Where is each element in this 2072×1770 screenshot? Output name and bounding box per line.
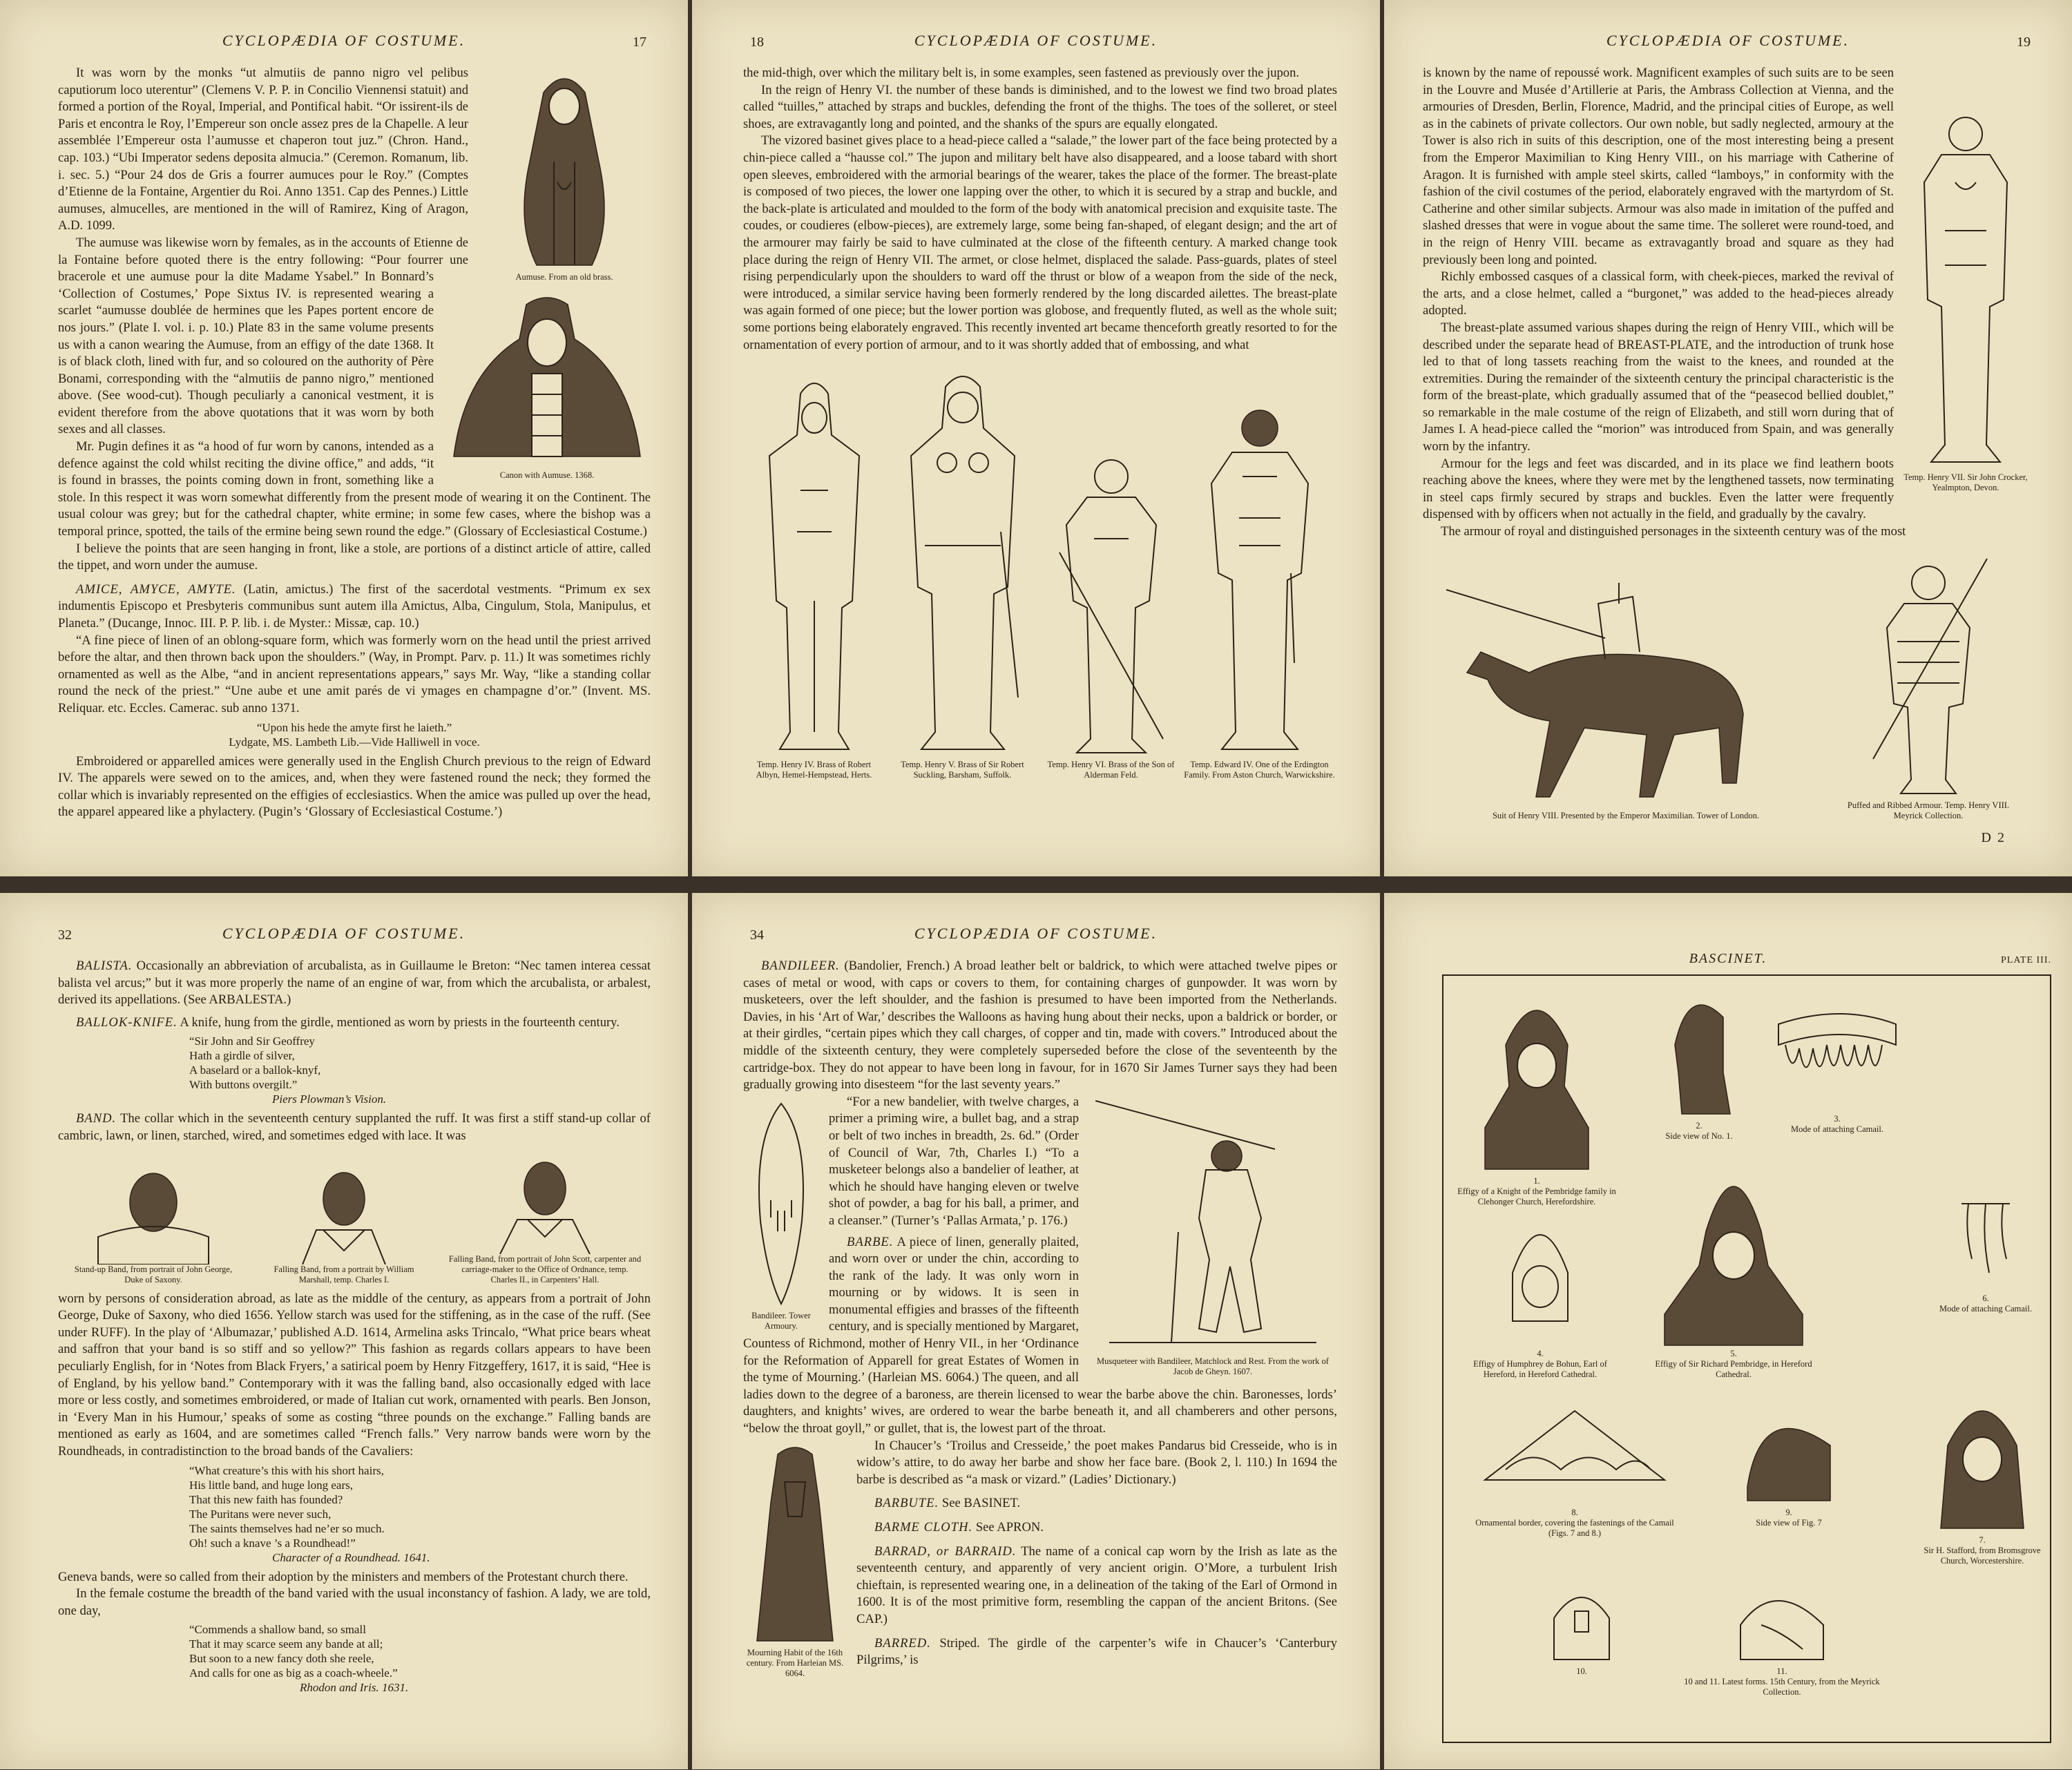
page-number: 19 xyxy=(2017,35,2031,50)
figure-caption: Mourning Habit of the 16th century. From Harleian MS. 6064. xyxy=(746,1647,844,1678)
plate-figure-2 xyxy=(1651,990,1747,1142)
entry-heading: BALLOK-KNIFE. xyxy=(76,1014,178,1030)
verse-line: With buttons overgilt.” xyxy=(189,1078,298,1092)
running-head: CYCLOPÆDIA OF COSTUME. xyxy=(914,32,1158,49)
verse-line: “Commends a shallow band, so small xyxy=(189,1623,366,1637)
figure-number: 10. xyxy=(1576,1666,1587,1676)
aumuse-brass-illustration xyxy=(516,65,613,272)
running-head: CYCLOPÆDIA OF COSTUME. xyxy=(914,925,1158,942)
signature-mark: D 2 xyxy=(1981,830,2006,845)
verse-source: Character of a Roundhead. 1641. xyxy=(272,1550,430,1564)
figure-horse-armour xyxy=(1432,576,1819,821)
verse-block xyxy=(58,1622,651,1695)
figure-caption: Temp. Henry IV. Brass of Robert Albyn, Hemel-Hempstead, Herts. xyxy=(756,760,872,780)
page-17 xyxy=(0,0,688,876)
entry-heading: BARRAD, or BARRAID. xyxy=(874,1543,1017,1559)
verse-line: But soon to a new fancy doth she reele, xyxy=(189,1652,374,1666)
figure-caption: Ornamental border, covering the fastenings of the Camail (Figs. 7 and 8.) xyxy=(1475,1518,1674,1538)
plate-figure-9 xyxy=(1713,1404,1865,1528)
verse-line: A baselard or a ballok-knyf, xyxy=(189,1064,321,1077)
puffed-armour-illustration xyxy=(1866,552,1991,800)
knight-effigy-illustration xyxy=(1201,401,1318,760)
verse-line: The saints themselves had ne’er so much. xyxy=(189,1521,385,1535)
figure-number: 5. xyxy=(1730,1349,1737,1358)
figure-henry-vi xyxy=(1042,449,1180,780)
entry-heading: AMICE, AMYCE, AMYTE. xyxy=(76,581,236,597)
paragraph: The breast-plate assumed various shapes during the reign of Henry VIII., which will be described under the separate head of BREAST-PLATE, and the introduction of trunk hose led to that of long tassets reaching from the waist to the knees, and rounded at the extremities. During the remainder of the sixteenth century the principal characteristic is the form of the breast-plate, which gradually assumed that of the “peasecod bellied doublet,” so remarkable in the male costume of the reign of Elizabeth, and still worn during that of James I. A head-piece called the “morion” was introduced from Spain, and was generally worn by the infantry. xyxy=(1423,320,1894,454)
entry-heading: BAND. xyxy=(76,1111,117,1126)
page-34 xyxy=(692,893,1380,1769)
bascinet-side-illustration xyxy=(1734,1404,1844,1508)
entry-text: See BASINET. xyxy=(941,1496,1021,1511)
figure-caption: Bandileer. Tower Armoury. xyxy=(751,1310,811,1331)
portrait-illustration xyxy=(91,1161,215,1264)
entry-band xyxy=(58,1110,651,1144)
paragraph: is known by the name of repoussé work. Magnificent examples of such suits are to be seen in the Louvre and Musée d’Artillerie at Paris, the Ambrass Collection at Vienna, and the armouries of Dresden, Berlin, Florence, Madrid, and the principal cities of Europe, as well as in the cabinets of private collectors. Our own noble, but sadly neglected, armoury at the Tower is also rich in suits of this description, one of the most interesting being a present from the Emperor Maximilian to King Henry VIII., on his marriage with Catherine of Aragon. It is furnished with ample steel skirts, called “lamboys,” in conformity with the fashion of the civil costumes of the period, elaborately engraved with the martyrdom of St. Catherine and other similar subjects. Armour was also made in imitation of the puffed and slashed dresses that were in vogue about the same time. The solleret were round-toed, and in the reign of Henry VIII. became as extravagantly broad and square as they had previously been long and pointed. xyxy=(1423,66,1894,267)
figure-caption: Puffed and Ribbed Armour. Temp. Henry VIII. Meyrick Collection. xyxy=(1847,800,2010,820)
figure-row-brasses xyxy=(743,366,1337,780)
page-number: 17 xyxy=(633,35,646,50)
plate-figure-8 xyxy=(1471,1404,1678,1539)
verse-line: And calls for one as big as a coach-wheele.” xyxy=(189,1666,398,1680)
plate-figure-10 xyxy=(1533,1584,1630,1677)
figure-caption: Stand-up Band, from portrait of John George, Duke of Saxony. xyxy=(74,1264,233,1285)
verse-line: That it may scarce seem any bande at all; xyxy=(189,1637,383,1651)
plate-figure-1 xyxy=(1457,990,1616,1207)
bascinet-effigy-illustration xyxy=(1478,990,1595,1176)
quote-source: Lydgate, MS. Lambeth Lib.—Vide Halliwell in voce. xyxy=(229,735,480,749)
entry-heading: BALISTA. xyxy=(76,959,133,973)
figure-henry-iv xyxy=(745,373,883,780)
plate-title: BASCINET. xyxy=(1689,951,1767,966)
verse-line: His little band, and huge long ears, xyxy=(189,1478,354,1492)
figure-caption: Effigy of Sir Richard Pembridge, in Hereford Cathedral. xyxy=(1655,1359,1812,1379)
plate-figure-4 xyxy=(1457,1211,1623,1380)
verse-line: “What creature’s this with his short hairs, xyxy=(189,1463,384,1477)
entry-heading: BARBE. xyxy=(847,1234,894,1249)
bascinet-effigy-illustration xyxy=(1499,1211,1582,1349)
paragraph: I believe the points that are seen hanging in front, like a stole, are portions of a distinct article of attire, called the tippet, and worn under the aumuse. xyxy=(58,541,651,573)
plate-number: PLATE III. xyxy=(2001,955,2051,965)
paragraph: worn by persons of consideration abroad, as late as the middle of the century, as appears from a portrait of John George, Duke of Saxony, who died 1656. Yellow starch was used for the stiffening, as in the case of the ruff. (See under RUFF). In the play of ‘Albumazar,’ published A.D. 1614, Armelina asks Trincalo, “What price bears wheat and saffron that your band is so stiff and so yellow?” This fashion as regards collars appears to have been peculiarly English, for in ‘Notes from Black Fryers,’ a satirical poem by Henry Fitzgeffery, 1617, it is said, “Hee is of England, by his yellow band.” Contemporary with it was the falling band, also occasionally edged with lace more or less costly, and sometimes embroidered, or made of Italian cut work, ornamented with pearls. Ben Jonson, in ‘Every Man in his Humour,’ speaks of some as costing “three pounds on the exchange.” Falling bands are mentioned as early as 1604, and are sometimes called “French falls.” Very narrow bands were worn by the Roundheads, in contradistinction to the broad bands of the Cavaliers: xyxy=(58,1291,651,1459)
paragraph: In Chaucer’s ‘Troilus and Cresseide,’ the poet makes Pandarus bid Cresseide, who is in widow’s attire, to do away her barbe and show her face bare. (Book 2, l. 110.) In 1694 the barbe is described as “a mask or vizard.” (Ladies’ Dictionary.) xyxy=(856,1438,1337,1487)
page-body xyxy=(743,65,1337,863)
figure-puffed-armour xyxy=(1839,552,2018,821)
musketeer-illustration xyxy=(1095,1094,1330,1356)
verse-line: “Sir John and Sir Geoffrey xyxy=(189,1035,315,1048)
entry-text: Striped. The girdle of the carpenter’s wife in Chaucer’s ‘Canterbury Pilgrims,’ is xyxy=(856,1635,1337,1668)
verse-line: The Puritans were never such, xyxy=(189,1507,332,1521)
entry-heading: BANDILEER. xyxy=(761,959,840,973)
figure-caption: Canon with Aumuse. 1368. xyxy=(499,470,595,480)
camail-attachment-illustration xyxy=(1772,997,1903,1114)
quotation xyxy=(58,720,651,749)
page-number: 32 xyxy=(58,927,72,943)
figure-caption: Musqueteer with Bandileer, Matchlock and Rest. From the work of Jacob de Gheyn. 1607. xyxy=(1097,1356,1329,1376)
paragraph: Richly embossed casques of a classical form, with cheek-pieces, marked the revival of the arts, and a close helmet, called a “burgonet,” was added to the head-pieces already adopted. xyxy=(1423,269,1894,318)
entry-text: Occasionally an abbreviation of arcubalista, as in Guillaume le Breton: “Nec tamen interea cessat balista vel arcus;” but it was more properly the name of an engine of war, from which the arcubalista, or arbalest, derived its appellations. (See ARBALESTA.) xyxy=(58,959,651,1008)
paragraph: In the female costume the breadth of the band varied with the usual inconstancy of fashion. A lady, we are told, one day, xyxy=(58,1586,651,1618)
figure-crocker-brass xyxy=(1903,106,2028,493)
page-18 xyxy=(692,0,1380,876)
paragraph: Armour for the legs and feet was discarded, and in its place we find leathern boots reaching above the knees, where they were met by the lengthened tassets, now terminating in steel caps firmly secured by straps and buckles. Even the latter were frequently dispensed with by officers when not actually in the field, and gradually by the cavalry. xyxy=(1423,456,1894,522)
figure-caption: Falling Band, from a portrait by William Marshall, temp. Charles I. xyxy=(274,1264,414,1285)
running-head: CYCLOPÆDIA OF COSTUME. xyxy=(222,925,466,942)
figure-number: 4. xyxy=(1537,1349,1544,1358)
running-head: CYCLOPÆDIA OF COSTUME. xyxy=(1606,32,1850,49)
bandileer-illustration xyxy=(750,1097,812,1311)
page-number: 34 xyxy=(750,927,764,943)
paragraph: the mid-thigh, over which the military belt is, in some examples, seen fastened as previously over the jupon. xyxy=(743,66,1300,80)
figure-caption: Temp. Henry VII. Sir John Crocker, Yealmpton, Devon. xyxy=(1903,472,2028,492)
bascinet-side-illustration xyxy=(1661,990,1737,1121)
plate-figure-7 xyxy=(1913,1383,2051,1566)
paragraph: The vizored basinet gives place to a head-piece called a “salade,” the lower part of the face being protected by a chin-piece called a “hausse col.” The jupon and military belt have also disappeared, and a loose tabard with short open sleeves, embroidered with the armorial bearings of the wearer, takes the place of the former. The breast-plate is composed of two pieces, the lower one lapping over the other, to which it is secured by a strap and buckle, and the back-plate is articulated and moulded to the form of the body with anatomical precision and exquisite taste. The coudes, or coudieres (elbow-pieces), are extremely large, some being fan-shaped, of elegant design; and the art of the armourer may fairly be said to have culminated at the close of the fifteenth century. A marked change took place during the reign of Henry VII. The armet, or close helmet, displaced the salade. Pass-guards, plates of steel rising perpendicularly upon the shoulders to ward off the thrust or blow of a weapon from the side of the neck, were introduced, a similar service having been formerly rendered by the long discarded ailettes. The breast-plate was again formed of one piece; but the lower portion was globose, and frequently fluted, as well as the whole suit; some portions being elaborately engraved. This recently invented art became thenceforth greatly resorted to for the ornamentation of every portion of armour, and to it was shortly added that of embossing, and what xyxy=(743,133,1337,352)
entry-amice xyxy=(58,581,651,633)
figure-caption: Sir H. Stafford, from Bromsgrove Church, Worcestershire. xyxy=(1924,1546,2041,1566)
entry-bandileer xyxy=(743,958,1337,1094)
figure-falling-band-marshall xyxy=(258,1161,430,1285)
portrait-illustration xyxy=(289,1161,399,1264)
figure-stand-up-band xyxy=(67,1161,240,1285)
paragraph: The aumuse was likewise worn by females, as in the accounts of Etienne de la Fontaine before quoted there is the entry following: “Pour fourrer une bracerole et une aumuse pour la dite Madame Ysabel.” In Bonnard’s ‘Collection of Costumes,’ Pope Sixtus IV. is represented wearing a scarlet “aumusse doublée de hermines que les Papes portent encore de nos jours.” (Plate I. vol. i. p. 10.) Plate 83 in the same volume presents us with a canon wearing the Aumuse, from an effigy of the date 1368. It is of black cloth, lined with fur, and so coloured on the authority of Père Bonami, corresponding with the “almutiis de panno nigro,” mentioned above. (See wood-cut). Though peculiarly a canonical vestment, it is evident therefore from the above quotations that it was worn by both sexes and all classes. xyxy=(58,235,468,437)
figure-caption: Temp. Edward IV. One of the Erdington Family. From Aston Church, Warwickshire. xyxy=(1184,760,1335,780)
entry-ballok-knife xyxy=(58,1014,651,1032)
figure-number: 3. xyxy=(1834,1114,1841,1124)
knight-brass-illustration xyxy=(1053,449,1170,760)
entry-text: (Bandolier, French.) A broad leather belt or baldrick, to which were attached twelve pipes or cases of metal or wood, with caps or covers to them, for containing charges of gunpowder. It was worn by musketeers, over the left shoulder, and the fashion is presumed to have been imported from the Netherlands. Davies, in his ‘Art of War,’ describes the Walloons as having hung about their necks, upon a baldrick or border, or at their girdles, “certain pipes which they call charges, of copper and tin, made with covers.” Introduced about the middle of the sixteenth century, they were completely superseded before the close of the seventeenth by the cartridge-box. They do not appear to have been long in favour, for in 1670 Sir James Turner says they had been gradually growing into disesteem “for the last seventy years.” xyxy=(743,959,1337,1093)
bascinet-effigy-illustration xyxy=(1934,1383,2031,1535)
knight-brass-illustration xyxy=(1917,106,2014,472)
ornamental-border-illustration xyxy=(1478,1404,1671,1508)
figure-number: 8. xyxy=(1571,1508,1578,1517)
figure-number: 1. xyxy=(1533,1176,1540,1186)
figure-musketeer xyxy=(1088,1094,1337,1377)
figure-caption: Mode of attaching Camail. xyxy=(1791,1124,1883,1134)
plate-figure-3 xyxy=(1768,997,1906,1135)
figure-caption: Temp. Henry V. Brass of Sir Robert Suckling, Barsham, Suffolk. xyxy=(901,760,1024,780)
figure-caption: Effigy of a Knight of the Pembridge family in Clehonger Church, Herefordshire. xyxy=(1457,1186,1616,1206)
figure-caption: Effigy of Humphrey de Bohun, Earl of Hereford, in Hereford Cathedral. xyxy=(1473,1359,1607,1379)
figure-edward-iv xyxy=(1184,401,1336,780)
figure-caption: Side view of No. 1. xyxy=(1665,1131,1733,1141)
bascinet-late-form-illustration xyxy=(1734,1584,1830,1666)
page-number: 18 xyxy=(750,35,764,50)
verse-source: Piers Plowman’s Vision. xyxy=(272,1093,387,1106)
page-32 xyxy=(0,893,688,1769)
figure-number: 9. xyxy=(1785,1508,1792,1517)
verse-block xyxy=(58,1463,651,1565)
figure-number: 6. xyxy=(1982,1293,1989,1303)
canon-aumuse-illustration xyxy=(450,291,644,470)
figure-caption: Falling Band, from portrait of John Scott, carpenter and carriage-maker to the Office of Ordnance, temp. Charles II., in Carpenters’ Hall. xyxy=(448,1253,642,1285)
figure-caption: Side view of Fig. 7 xyxy=(1756,1518,1822,1528)
figure-caption: 10 and 11. Latest forms. 15th Century, from the Meyrick Collection. xyxy=(1684,1677,1880,1697)
bascinet-effigy-illustration xyxy=(1658,1148,1810,1349)
figure-henry-v xyxy=(887,366,1039,780)
plate-frame xyxy=(1442,974,2051,1743)
entry-text: See APRON. xyxy=(975,1520,1044,1535)
entry-heading: BARME CLOTH. xyxy=(874,1520,973,1535)
entry-text: A knife, hung from the girdle, mentioned as worn by priests in the fourteenth century. xyxy=(180,1014,620,1030)
paragraph: Mr. Pugin defines it as “a hood of fur worn by canons, intended as a defence against the cold whilst reciting the divine office,” and adds, “it is found in brasses, the points coming down in front, something like a stole. In this respect it was worn somewhat differently from the present mode of wearing it on the Continent. The usual colour was grey; but for the cathedral chapter, white ermine; in some few cases, where the bishop was a temporal prince, spotted, the tails of the ermine being sewn round the edge.” (Glossary of Ecclesiastical Costume.) xyxy=(58,439,651,539)
figure-caption: Aumuse. From an old brass. xyxy=(515,272,613,282)
figure-row-armour xyxy=(1423,552,2028,821)
paragraph: “A fine piece of linen of an oblong-square form, which was formerly worn on the head until the priest arrived before the altar, and then thrown back upon the shoulders.” (Way, in Prompt. Parv. p. 11.) It was sometimes richly ornamented as well as the Albe, “and in ancient representations appears,” says Mr. Way, “like a standing collar round the neck of the priest.” “Une aube et une amit parés de vi ymages en champagne d’or.” (Invent. MS. Reliquar. etc. Eccles. Camerac. sub anno 1371. xyxy=(58,633,651,715)
mourning-habit-illustration xyxy=(754,1441,836,1648)
page-19 xyxy=(1384,0,2072,876)
figure-number: 11. xyxy=(1776,1666,1787,1676)
bascinet-late-form-illustration xyxy=(1547,1584,1616,1666)
page-body xyxy=(58,958,651,1755)
figure-bandileer xyxy=(743,1097,819,1331)
page-body xyxy=(58,65,651,863)
page-plate-iii xyxy=(1384,893,2072,1769)
figure-number: 2. xyxy=(1696,1121,1702,1131)
figure-caption: Mode of attaching Camail. xyxy=(1939,1304,2032,1314)
camail-attachment-illustration xyxy=(1948,1190,2024,1293)
entry-heading: BARRED. xyxy=(874,1635,931,1651)
figure-falling-band-scott xyxy=(448,1151,642,1285)
figure-number: 7. xyxy=(1979,1535,1986,1545)
figure-canon-aumuse xyxy=(443,291,651,481)
entry-balista xyxy=(58,958,651,1009)
verse-block xyxy=(58,1034,651,1106)
paragraph: In the reign of Henry VI. the number of these bands is diminished, and to the lowest we find two broad plates called “tuilles,” attached by straps and buckles, defending the front of the thighs. The toes of the solleret, or steel shoes, are extravagantly long and pointed, and the shanks of the spurs are equally elongated. xyxy=(743,82,1337,131)
page-body xyxy=(743,958,1337,1755)
figure-caption: Suit of Henry VIII. Presented by the Emperor Maximilian. Tower of London. xyxy=(1492,810,1760,820)
running-head: CYCLOPÆDIA OF COSTUME. xyxy=(222,32,466,49)
figure-row-bands xyxy=(58,1151,651,1285)
verse-source: Rhodon and Iris. 1631. xyxy=(300,1681,409,1695)
paragraph: Embroidered or apparelled amices were generally used in the English Church previous to the reign of Edward IV. The apparels were sewed on to the amices, and, when they were fastened round the neck; they formed the collar which is invariably represented on the effigies of ecclesiastics. When the amice was pulled up over the head, the apparel appeared like a phylactery. (Pugin’s ‘Glossary of Ecclesiastical Costume.’) xyxy=(58,753,651,820)
page-body xyxy=(1423,65,2028,863)
figure-mourning-habit xyxy=(743,1441,847,1679)
paragraph: Geneva bands, were so called from their adoption by the ministers and members of the Protestant church there. xyxy=(58,1569,629,1584)
entry-text: The collar which in the seventeenth century supplanted the ruff. It was first a stiff stand-up collar of cambric, lawn, or linen, starched, wired, and sometimes edged with lace. It was xyxy=(58,1111,651,1143)
paragraph: It was worn by the monks “ut almutiis de panno nigro vel pelibus caputiorum loco uterentur” (Clemens V. P. P. in Concilio Viennensi statuit) and formed a portion of the Royal, Imperial, and Pontifical habit. “Or issirent-ils de Paris et encontra le Roy, l’Empereur son oncle assez pres de la Chapelle. A leur assemblée l’Empereur osta l’aumusse et chaperon tout juz.” (Chron. Hand., cap. 103.) “Ubi Imperator sedens deposita almucia.” (Ceremon. Romanum, lib. i. sec. 5.) “Pour 24 dos de Gris a fourrer aumuces pour le Roy.” (Comptes d’Etienne de la Fontaine, Argentier du Roi. Anno 1351. Cap des Pennes.) Little aumuses, almucelles, are mentioned in the will of Ramirez, King of Aragon, A.D. 1099. xyxy=(58,66,468,233)
paragraph: The armour of royal and distinguished personages in the sixteenth century was of the most xyxy=(1441,524,1906,539)
entry-text: (Latin, amictus.) The first of the sacerdotal vestments. “Primum ex sex indumentis Episcopo et Presbyteris communibus sunt autem illa Amictus, Alba, Cingulum, Stola, Manipulus, et Planeta.” (Ducange, Innoc. III. P. P. lib. i. de Myster.: Missæ, cap. 10.) xyxy=(58,581,651,631)
plate-figure-11 xyxy=(1678,1584,1886,1697)
entry-heading: BARBUTE. xyxy=(874,1496,939,1511)
paragraph: “For a new bandelier, with twelve charges, a primer a priming wire, a bullet bag, and a strap or belt of two inches in breadth, 2s. 6d.” (Order of Council of War, 7th, Charles I.) “To a musketeer belongs also a bandelier of leather, at which he should have hanging eleven or twelve shot of powder, a bag for his ball, a primer, and a cleanser.” (Turner’s ‘Pallas Armata,’ p. 176.) xyxy=(829,1094,1079,1228)
armoured-horse-illustration xyxy=(1446,576,1805,811)
verse-line: Oh! such a knave ’s a Roundhead!” xyxy=(189,1536,356,1550)
entry-text: The name of a conical cap worn by the Irish as late as the seventeenth century, and apparently of very ancient origin. O’More, a turbulent Irish chieftain, is represented wearing one, in a delineation of the taking of the Earl of Ormond in 1600. It is of the most primitive form, resembling the cappan of the ancient Britons. (See CAP.) xyxy=(856,1543,1337,1626)
quote-line: “Upon his hede the amyte first he laieth.” xyxy=(256,720,452,734)
verse-line: That this new faith has founded? xyxy=(189,1492,343,1506)
knight-brass-illustration xyxy=(904,366,1021,760)
portrait-illustration xyxy=(490,1151,600,1254)
verse-line: Hath a girdle of silver, xyxy=(189,1049,295,1063)
plate-figure-5 xyxy=(1637,1148,1830,1380)
figure-caption: Temp. Henry VI. Brass of the Son of Alderman Feld. xyxy=(1047,760,1175,780)
entry-text: A piece of linen, generally plaited, and worn over or under the chin, according to the rank of the lady. It was only worn in mourning or by widows. It is seen in monumental effigies and brasses of the fifteenth century, and is specially mentioned by Margaret, Countess of Richmond, mother of Henry VII., in her ‘Ordinance for the Reformation of Apparell for great Estates of Women in the tyme of Mourning.’ (Harleian MS. 6064.) The queen, and all ladies down to the degree of a baroness, are therein licensed to wear the barbe above the chin. Baronesses, lords’ daughters, and knights’ wives, are ordered to wear the barbe beneath it, and all chamberers and other persons, “below the throat goyll,” or gullet, that is, the lowest part of the throat. xyxy=(743,1234,1337,1436)
figure-aumuse-brass xyxy=(478,65,651,282)
knight-brass-illustration xyxy=(762,373,866,760)
plate-figure-6 xyxy=(1927,1190,2044,1314)
